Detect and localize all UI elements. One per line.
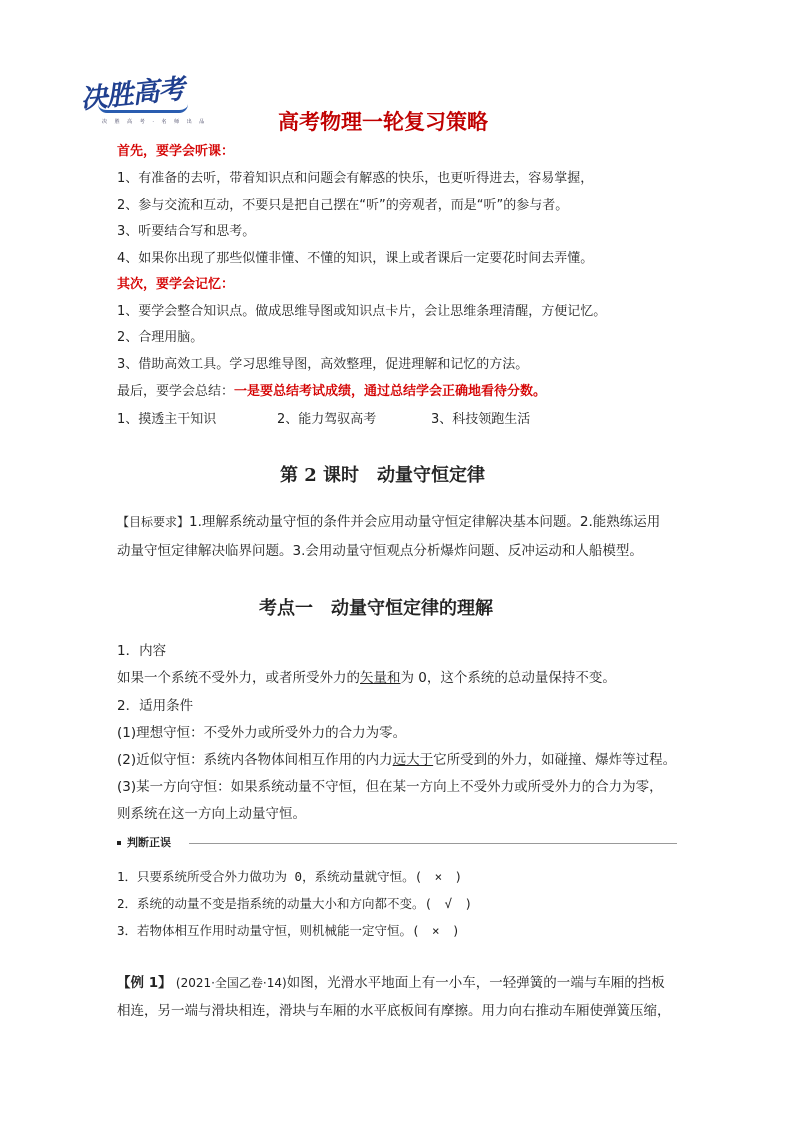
section-title: 考点一 动量守恒定律的理解 — [259, 598, 493, 619]
list-item: 2、参与交流和互动，不要只是把自己摆在“听”的旁观者，而是“听”的参与者。 — [117, 198, 569, 213]
logo-subtitle: 决 胜 高 考 · 名 师 出 品 — [102, 119, 208, 125]
judge-item: 3．若物体相互作用时动量守恒，则机械能一定守恒。( × ) — [117, 923, 460, 938]
judge-item: 2．系统的动量不变是指系统的动量大小和方向都不变。( √ ) — [117, 896, 473, 911]
section-heading-listening: 首先，要学会听课： — [117, 144, 235, 159]
list-item: 4、如果你出现了那些似懂非懂、不懂的知识，课上或者课后一定要花时间去弄懂。 — [117, 251, 594, 266]
list-item: 1、摸透主干知识 — [117, 412, 217, 427]
list-item: 3、科技领跑生活 — [431, 412, 531, 427]
condition-item: (1)理想守恒：不受外力或所受外力的合力为零。 — [117, 725, 407, 741]
judge-label: 判断正误 — [127, 836, 171, 849]
section-heading-memory: 其次，要学会记忆： — [117, 277, 235, 292]
page-title: 高考物理一轮复习策略 — [278, 109, 488, 134]
condition-item: (3)某一方向守恒：如果系统动量不守恒，但在某一方向上不受外力或所受外力的合力为零， — [117, 779, 663, 795]
list-item: 1、要学会整合知识点。做成思维导图或知识点卡片，会让思维条理清醒，方便记忆。 — [117, 304, 607, 319]
summary-prefix: 最后，要学会总结： — [117, 384, 235, 399]
example-line-1: 【例 1】 (2021·全国乙卷·14)如图，光滑水平地面上有一小车，一轻弹簧的一端与车厢的挡板 — [117, 975, 665, 991]
content-paragraph: 如果一个系统不受外力，或者所受外力的矢量和为 0，这个系统的总动量保持不变。 — [117, 670, 616, 686]
bullet-square-icon — [117, 841, 121, 845]
list-item: 2、合理用脑。 — [117, 330, 204, 345]
example-label: 【例 1】 — [117, 975, 172, 991]
list-item: 2、能力驾驭高考 — [277, 412, 377, 427]
content-heading: 2．适用条件 — [117, 698, 194, 714]
condition-item: 则系统在这一方向上动量守恒。 — [117, 806, 306, 822]
list-item: 1、有准备的去听，带着知识点和问题会有解惑的快乐，也更听得进去，容易掌握， — [117, 171, 594, 186]
logo — [78, 70, 208, 132]
example-line-2: 相连，另一端与滑块相连，滑块与车厢的水平底板间有摩擦。用力向右推动车厢使弹簧压缩， — [117, 1003, 671, 1019]
objectives-line-2: 动量守恒定律解决临界问题。3.会用动量守恒观点分析爆炸问题、反冲运动和人船模型。 — [117, 543, 643, 559]
logo-swoosh — [98, 104, 188, 113]
condition-item: (2)近似守恒：系统内各物体间相互作用的内力远大于它所受到的外力，如碰撞、爆炸等过程。 — [117, 752, 677, 768]
content-heading: 1．内容 — [117, 643, 167, 659]
objectives-label: 【目标要求】 — [117, 515, 190, 529]
summary-highlight: 一是要总结考试成绩，通过总结学会正确地看待分数。 — [234, 384, 547, 399]
judge-section-header — [117, 835, 677, 851]
judge-item: 1．只要系统所受合外力做功为 0，系统动量就守恒。( × ) — [117, 869, 463, 884]
divider — [189, 843, 677, 844]
lesson-title: 第 2 课时 动量守恒定律 — [280, 465, 486, 486]
logo-text: 决胜高考 — [78, 73, 186, 116]
list-item: 3、借助高效工具。学习思维导图，高效整理，促进理解和记忆的方法。 — [117, 357, 529, 372]
list-item: 3、听要结合写和思考。 — [117, 224, 256, 239]
objectives-line-1: 【目标要求】1.理解系统动量守恒的条件并会应用动量守恒定律解决基本问题。2.能熟练运用 — [117, 514, 661, 530]
example-source: (2021·全国乙卷·14) — [175, 976, 287, 990]
summary-line — [117, 382, 546, 402]
